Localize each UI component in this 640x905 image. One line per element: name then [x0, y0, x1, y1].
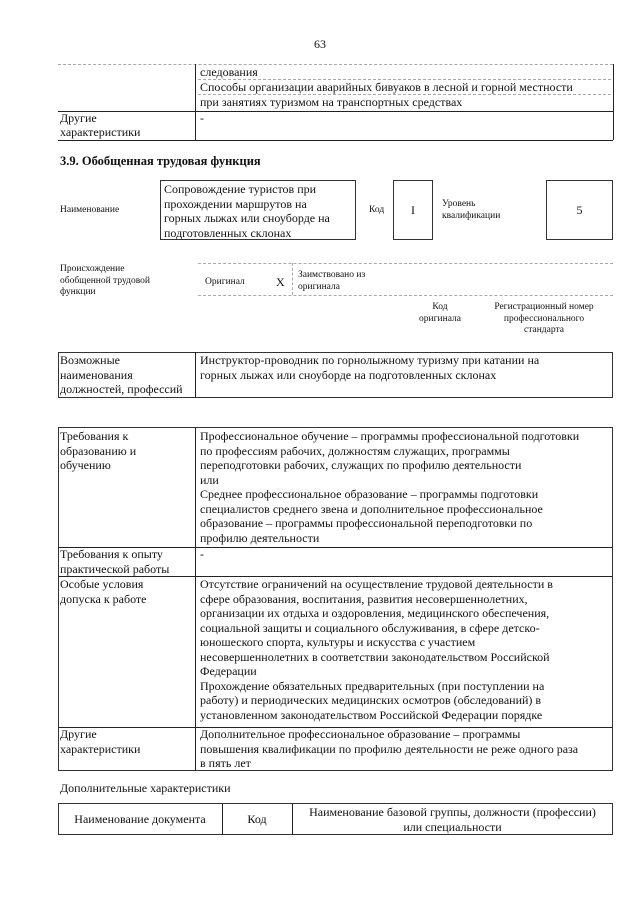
- gtf-name-value: Сопровождение туристов при прохождении маршрутов на горных лыжах или сноуборде на подготовленных склонах: [164, 182, 330, 240]
- origin-original-mark: X: [276, 275, 285, 289]
- education-value: Профессиональное обучение – программы профессиональной подготовки по профессиям рабочих, должностям служащих, программы переподготовки рабочих, служащих по профилю деятельности или Среднее профессиональное образование – программы подготовки специалистов среднего звена и дополнительное профессиональное образование – программы профессиональной переподготовки по профилю деятельности: [200, 429, 580, 545]
- other-characteristics-label: Другие характеристики: [60, 727, 141, 756]
- experience-value: -: [200, 547, 204, 561]
- top-cont-line-3: при занятиях туризмом на транспортных средствах: [200, 95, 463, 109]
- origin-code-caption: Код оригинала: [419, 302, 461, 324]
- col-document-name: Наименование документа: [74, 812, 206, 826]
- gtf-level-value: 5: [576, 203, 583, 217]
- positions-label: Возможные наименования должностей, профессий: [60, 353, 183, 396]
- origin-borrowed-label: Заимствовано из оригинала: [298, 270, 366, 292]
- col-base-group: Наименование базовой группы, должности (профессии) или специальности: [309, 805, 596, 834]
- top-other-label-1: Другие: [60, 111, 97, 125]
- top-other-value: -: [200, 111, 204, 125]
- special-conditions-value: Отсутствие ограничений на осуществление трудовой деятельности в сфере образования, воспитания, развития несовершеннолетних, организации их отдыха и оздоровления, медицинского обеспечения, социальной защиты и социального обслуживания, в сфере детско- юношеского спорта, культуры и искусства с участием несовершеннолетних в соответствии законодательством Российской Федерации Прохождение обязательных предварительных (при поступлении на работу) и периодических медицинских осмотров (обследований) в установленном законодательством Российской Федерации порядке: [200, 577, 553, 722]
- top-other-label-2: характеристики: [60, 125, 141, 139]
- page-number: 63: [314, 37, 326, 51]
- positions-value: Инструктор-проводник по горнолыжному туризму при катании на горных лыжах или сноуборде на подготовленных склонах: [200, 353, 540, 382]
- section-title: 3.9. Обобщенная трудовая функция: [60, 154, 261, 168]
- other-characteristics-value: Дополнительное профессиональное образование – программы повышения квалификации по профилю деятельности не реже одного раза в пять лет: [200, 727, 579, 770]
- col-code: Код: [247, 812, 267, 826]
- top-cont-line-2: Способы организации аварийных бивуаков в лесной и горной местности: [200, 80, 573, 94]
- origin-reg-caption: Регистрационный номер профессионального стандарта: [494, 302, 594, 335]
- special-conditions-label: Особые условия допуска к работе: [60, 577, 147, 606]
- top-cont-line-1: следования: [200, 65, 258, 79]
- education-label: Требования к образованию и обучению: [60, 429, 137, 472]
- additional-title: Дополнительные характеристики: [60, 781, 231, 795]
- gtf-name-label: Наименование: [60, 205, 120, 215]
- gtf-code-label: Код: [369, 205, 385, 215]
- experience-label: Требования к опыту практической работы: [60, 547, 170, 576]
- gtf-level-label: Уровень квалификации: [442, 199, 501, 221]
- origin-label: Происхождение обобщенной трудовой функции: [60, 264, 150, 297]
- origin-original-label: Оригинал: [205, 277, 245, 287]
- gtf-code-value: I: [411, 203, 415, 217]
